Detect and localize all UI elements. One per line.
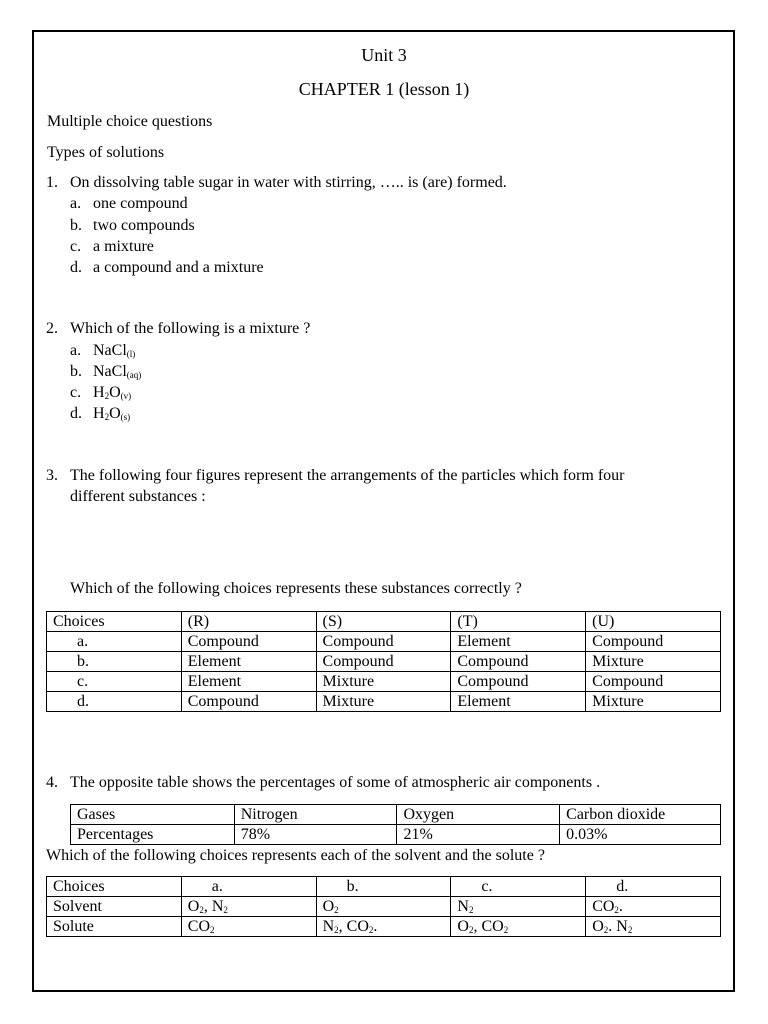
row-label: Solvent bbox=[47, 897, 182, 917]
formula-state: (l) bbox=[126, 349, 136, 359]
chapter-title: CHAPTER 1 (lesson 1) bbox=[298, 79, 470, 99]
option-b bbox=[70, 362, 142, 382]
formula-element: O bbox=[109, 384, 121, 401]
option-letter: c. bbox=[70, 384, 82, 401]
formula-count: 2 bbox=[104, 412, 110, 422]
question-number: 2. bbox=[46, 320, 58, 337]
table-header-row bbox=[47, 612, 721, 632]
table-cell: Element bbox=[181, 672, 316, 692]
table-cell: Element bbox=[451, 632, 586, 652]
header-cell: (S) bbox=[316, 612, 451, 632]
option-text: one compound bbox=[93, 195, 188, 212]
formula-cell: $O_2$, $N_2$ bbox=[181, 897, 316, 917]
option-b bbox=[70, 216, 195, 236]
table-cell: Compound bbox=[181, 692, 316, 712]
question-prompt: Which of the following choices represents these substances correctly ? bbox=[70, 580, 522, 597]
table-cell: 0.03% bbox=[560, 825, 721, 845]
header-cell: (U) bbox=[586, 612, 721, 632]
option-text: a mixture bbox=[93, 238, 154, 255]
question-text-line1: The following four figures represent the arrangements of the particles which form four bbox=[70, 467, 625, 484]
formula bbox=[93, 404, 130, 424]
option-letter: a. bbox=[70, 195, 82, 212]
option-text: a compound and a mixture bbox=[93, 259, 264, 276]
table-row bbox=[47, 692, 721, 712]
section-heading: Multiple choice questions bbox=[47, 113, 213, 130]
formula bbox=[93, 341, 135, 361]
header-cell: Choices bbox=[47, 612, 182, 632]
substances-table bbox=[46, 611, 721, 712]
header-cell: (R) bbox=[181, 612, 316, 632]
table-cell: Carbon dioxide bbox=[560, 805, 721, 825]
question-text: Which of the following is a mixture ? bbox=[70, 320, 311, 337]
header-cell: b. bbox=[316, 877, 451, 897]
choice-cell: a. bbox=[47, 632, 182, 652]
table-row bbox=[47, 917, 721, 937]
option-letter: a. bbox=[70, 342, 82, 359]
option-text: two compounds bbox=[93, 217, 195, 234]
table-row bbox=[47, 652, 721, 672]
unit-title: Unit 3 bbox=[361, 45, 407, 65]
option-a bbox=[70, 194, 188, 214]
option-a bbox=[70, 341, 136, 361]
table-cell: Mixture bbox=[316, 672, 451, 692]
question-number: 4. bbox=[46, 774, 58, 791]
formula-cell: $O_2$. $N_2$ bbox=[586, 917, 721, 937]
option-c bbox=[70, 383, 132, 403]
formula-state: (aq) bbox=[126, 370, 142, 380]
question-number: 3. bbox=[46, 467, 58, 484]
table-cell: 78% bbox=[234, 825, 397, 845]
table-row bbox=[71, 825, 721, 845]
option-d bbox=[70, 258, 264, 278]
formula-element: H bbox=[93, 405, 105, 422]
formula-cell: $CO_2$ bbox=[181, 917, 316, 937]
formula-state: (s) bbox=[120, 412, 131, 422]
option-letter: d. bbox=[70, 405, 82, 422]
table-cell: Oxygen bbox=[397, 805, 560, 825]
table-cell: Element bbox=[181, 652, 316, 672]
option-letter: b. bbox=[70, 217, 82, 234]
question-number: 1. bbox=[46, 174, 58, 191]
formula-count: 2 bbox=[104, 391, 110, 401]
formula-cell: $N_2$, $CO_2$. bbox=[316, 917, 451, 937]
topic-heading: Types of solutions bbox=[47, 144, 165, 161]
air-components-table bbox=[70, 804, 721, 845]
table-cell: Percentages bbox=[71, 825, 235, 845]
table-cell: Compound bbox=[316, 632, 451, 652]
table-cell: Mixture bbox=[316, 692, 451, 712]
header-cell: c. bbox=[451, 877, 586, 897]
table-row bbox=[47, 632, 721, 652]
table-cell: Element bbox=[451, 692, 586, 712]
header-cell: Choices bbox=[47, 877, 182, 897]
formula-cell: $O_2$ bbox=[316, 897, 451, 917]
question-text: The opposite table shows the percentages of some of atmospheric air components . bbox=[70, 774, 601, 791]
option-d bbox=[70, 404, 131, 424]
table-cell: Compound bbox=[586, 672, 721, 692]
choice-cell: d. bbox=[47, 692, 182, 712]
header-cell: a. bbox=[181, 877, 316, 897]
formula-element: H bbox=[93, 384, 105, 401]
formula-base: NaCl bbox=[93, 342, 127, 359]
option-letter: c. bbox=[70, 238, 82, 255]
table-cell: Nitrogen bbox=[234, 805, 397, 825]
choice-cell: c. bbox=[47, 672, 182, 692]
option-c bbox=[70, 237, 154, 257]
question-text-line2: different substances : bbox=[70, 488, 206, 505]
question-prompt: Which of the following choices represents each of the solvent and the solute ? bbox=[46, 847, 545, 864]
table-cell: Compound bbox=[316, 652, 451, 672]
row-label: Solute bbox=[47, 917, 182, 937]
formula bbox=[93, 383, 131, 403]
table-cell: Compound bbox=[586, 632, 721, 652]
table-cell: 21% bbox=[397, 825, 560, 845]
formula-base: NaCl bbox=[93, 363, 127, 380]
question-text: On dissolving table sugar in water with stirring, ….. is (are) formed. bbox=[70, 174, 507, 191]
option-letter: b. bbox=[70, 363, 82, 380]
table-row bbox=[47, 897, 721, 917]
formula-cell: $O_2$, $CO_2$ bbox=[451, 917, 586, 937]
table-cell: Mixture bbox=[586, 652, 721, 672]
header-cell: (T) bbox=[451, 612, 586, 632]
formula-cell: $N_2$ bbox=[451, 897, 586, 917]
table-cell: Compound bbox=[181, 632, 316, 652]
formula-cell: $CO_2$. bbox=[586, 897, 721, 917]
option-letter: d. bbox=[70, 259, 82, 276]
table-cell: Compound bbox=[451, 672, 586, 692]
formula-state: (v) bbox=[120, 391, 132, 401]
header-cell: d. bbox=[586, 877, 721, 897]
formula-element: O bbox=[109, 405, 121, 422]
choice-cell: b. bbox=[47, 652, 182, 672]
table-cell: Compound bbox=[451, 652, 586, 672]
formula bbox=[93, 362, 141, 382]
solvent-solute-table bbox=[46, 876, 721, 937]
table-cell: Gases bbox=[71, 805, 235, 825]
table-row bbox=[71, 805, 721, 825]
table-cell: Mixture bbox=[586, 692, 721, 712]
table-row bbox=[47, 672, 721, 692]
table-header-row bbox=[47, 877, 721, 897]
